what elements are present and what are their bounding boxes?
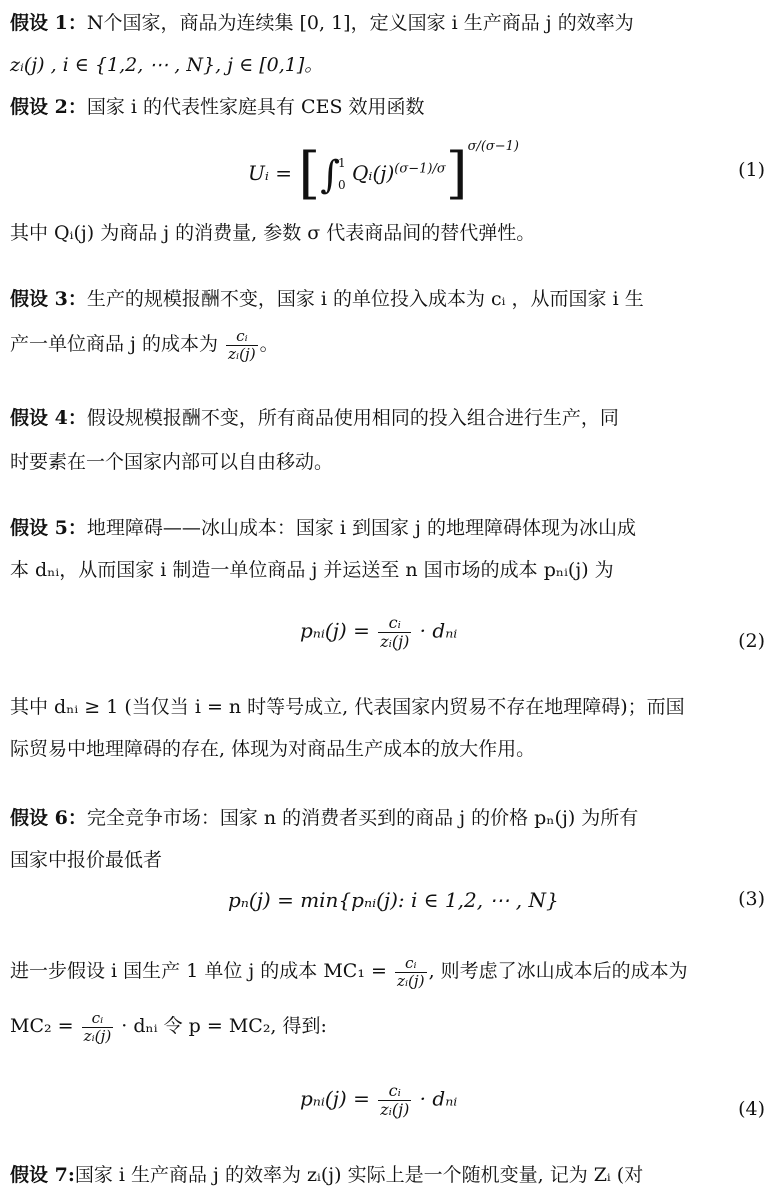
assumption-1-label: 假设 1： bbox=[10, 12, 87, 34]
assumption-4-text: 假设规模报酬不变，所有商品使用相同的投入组合进行生产，同 bbox=[86, 407, 619, 429]
assumption-6-note-2 bbox=[10, 1010, 327, 1044]
note-1b: , 则考虑了冰山成本后的成本为 bbox=[428, 960, 688, 983]
assumption-1-text: N个国家，商品为连续集 [0, 1]，定义国家 i 生产商品 j 的效率为 bbox=[86, 12, 634, 34]
equation-3-number: (3) bbox=[738, 888, 765, 910]
assumption-3-label: 假设 3： bbox=[10, 288, 87, 310]
assumption-4 bbox=[10, 403, 619, 430]
assumption-7-label: 假设 7: bbox=[10, 1164, 75, 1186]
equation-4 bbox=[0, 1076, 777, 1146]
assumption-3-text2: 产一单位商品 j 的成本为 bbox=[10, 333, 218, 356]
assumption-5-cont: 本 dₙᵢ，从而国家 i 制造一单位商品 j 并运送至 n 国市场的成本 pₙᵢ(j) 为 bbox=[10, 559, 614, 581]
assumption-5-label: 假设 5： bbox=[10, 517, 87, 539]
assumption-6-label: 假设 6： bbox=[10, 807, 87, 829]
equation-2-fraction: $\frac{\text{cᵢ}}{\text{zᵢ(j)}}$ bbox=[380, 613, 410, 651]
equation-4-rhs: · dₙᵢ bbox=[419, 1086, 458, 1111]
assumption-2-label: 假设 2： bbox=[10, 96, 87, 118]
assumption-2 bbox=[10, 92, 425, 119]
assumption-4-label: 假设 4： bbox=[10, 407, 87, 429]
equation-4-fraction: $\frac{\text{cᵢ}}{\text{zᵢ(j)}}$ bbox=[380, 1081, 410, 1119]
assumption-1 bbox=[10, 8, 634, 35]
assumption-3-cont bbox=[10, 328, 279, 362]
note-2b: · dₙᵢ 令 p = MC₂, 得到: bbox=[121, 1015, 327, 1038]
equation-1-upper: 1 bbox=[338, 155, 346, 170]
equation-4-number: (4) bbox=[738, 1098, 765, 1120]
assumption-6-note-1 bbox=[10, 955, 688, 989]
assumption-5-note-2: 际贸易中地理障碍的存在, 体现为对商品生产成本的放大作用。 bbox=[10, 738, 536, 760]
assumption-5 bbox=[10, 513, 636, 540]
assumption-4-cont: 时要素在一个国家内部可以自由移动。 bbox=[10, 451, 334, 473]
equation-2-number: (2) bbox=[738, 630, 765, 652]
equation-1-outer-exp: σ/(σ−1) bbox=[467, 139, 519, 154]
assumption-3-end: 。 bbox=[259, 333, 279, 356]
assumption-3-fraction: $\frac{\text{cᵢ}}{\text{zᵢ(j)}}$ bbox=[228, 327, 256, 363]
assumption-7 bbox=[10, 1160, 643, 1187]
note-2-fraction: $\frac{\text{cᵢ}}{\text{zᵢ(j)}}$ bbox=[83, 1009, 112, 1045]
equation-2-lhs: pₙᵢ(j) = bbox=[300, 618, 370, 643]
assumption-2-text: 国家 i 的代表性家庭具有 CES 效用函数 bbox=[86, 96, 425, 118]
equation-1-lhs: Uᵢ = bbox=[248, 161, 292, 185]
assumption-2-note: 其中 Qᵢ(j) 为商品 j 的消费量, 参数 σ 代表商品间的替代弹性。 bbox=[10, 222, 536, 244]
note-1-fraction: $\frac{\text{cᵢ}}{\text{zᵢ(j)}}$ bbox=[396, 954, 425, 990]
note-1a: 进一步假设 i 国生产 1 单位 j 的成本 MC₁ = bbox=[10, 960, 387, 983]
equation-2-body bbox=[300, 614, 457, 650]
equation-1-lower: 0 bbox=[338, 177, 346, 192]
assumption-6-text: 完全竞争市场：国家 n 的消费者买到的商品 j 的价格 pₙ(j) 为所有 bbox=[86, 807, 639, 829]
assumption-5-note-1: 其中 dₙᵢ ≥ 1 (当仅当 i = n 时等号成立, 代表国家内贸易不存在地理障碍)；而国 bbox=[10, 696, 685, 718]
equation-1-inner-exp: (σ−1)/σ bbox=[394, 161, 446, 177]
equation-2-rhs: · dₙᵢ bbox=[419, 618, 458, 643]
assumption-3-text: 生产的规模报酬不变，国家 i 的单位投入成本为 cᵢ ，从而国家 i 生 bbox=[86, 288, 644, 310]
equation-1-integrand: Qᵢ(j) bbox=[352, 161, 395, 185]
equation-1-number: (1) bbox=[738, 159, 765, 181]
assumption-5-text: 地理障碍——冰山成本：国家 i 到国家 j 的地理障碍体现为冰山成 bbox=[86, 517, 636, 539]
equation-4-lhs: pₙᵢ(j) = bbox=[300, 1086, 370, 1111]
assumption-1-cont bbox=[10, 50, 323, 77]
assumption-6-cont: 国家中报价最低者 bbox=[10, 849, 163, 871]
equation-2 bbox=[0, 608, 777, 678]
equation-3-body: pₙ(j) = min{pₙᵢ(j): i ∈ 1,2, ⋯ , N} bbox=[228, 888, 559, 912]
equation-3 bbox=[0, 886, 777, 926]
assumption-1-text2: zᵢ(j) , i ∈ {1,2, ⋯ , N}, j ∈ [0,1]。 bbox=[10, 54, 324, 76]
equation-1-body: Uᵢ = [∫ 1 0 $Qᵢ(j)^{(\sigma-1)/\sigma}]^{\sigma/(\sigma-1)}$ bbox=[248, 139, 519, 207]
note-2a: MC₂ = bbox=[10, 1015, 74, 1038]
equation-4-body bbox=[300, 1082, 457, 1118]
assumption-3 bbox=[10, 284, 644, 311]
equation-1 bbox=[0, 135, 777, 215]
assumption-6 bbox=[10, 803, 638, 830]
assumption-7-text: 国家 i 生产商品 j 的效率为 zᵢ(j) 实际上是一个随机变量, 记为 Zᵢ (对 bbox=[74, 1164, 644, 1186]
